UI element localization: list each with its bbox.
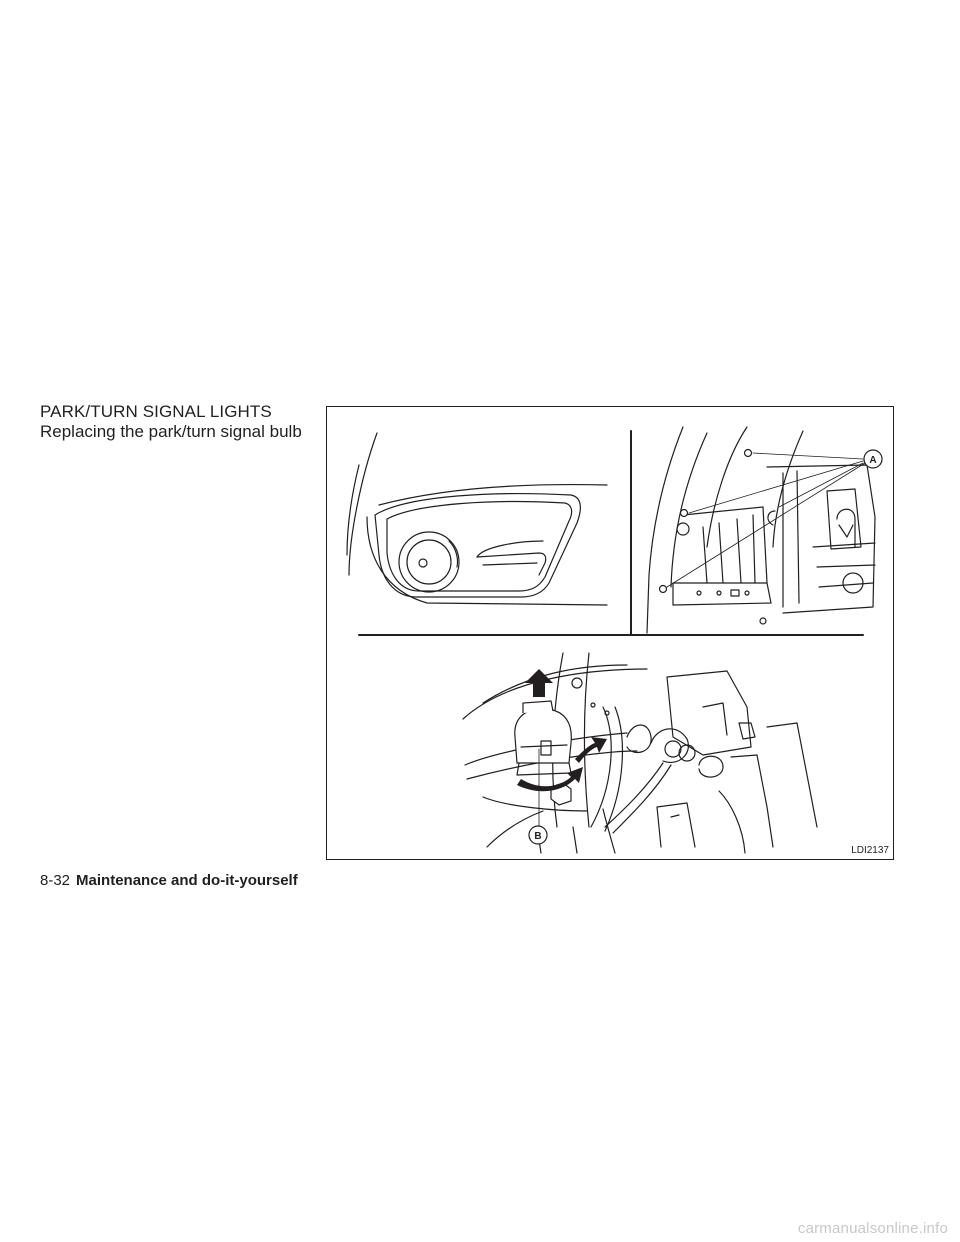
bumper-screw-drawing [647, 427, 875, 633]
bulb-socket-drawing [463, 653, 817, 853]
callout-b [529, 826, 547, 844]
bumper-bezel-drawing [347, 433, 607, 605]
page-footer [40, 872, 298, 890]
page-number: 8-32 [40, 872, 71, 889]
illustration-figure [326, 406, 894, 860]
section-heading: PARK/TURN SIGNAL LIGHTS [40, 402, 272, 421]
subheading: Replacing the park/turn signal bulb [40, 422, 302, 441]
callout-b-label: B [534, 831, 542, 842]
illustration-drawing [327, 407, 893, 859]
callout-a [864, 450, 882, 468]
callout-a-label: A [869, 455, 877, 466]
footer-section-title: Maintenance and do-it-yourself [76, 872, 298, 889]
figure-id: LDI2137 [851, 845, 889, 856]
watermark: carmanualsonline.info [797, 1220, 948, 1237]
